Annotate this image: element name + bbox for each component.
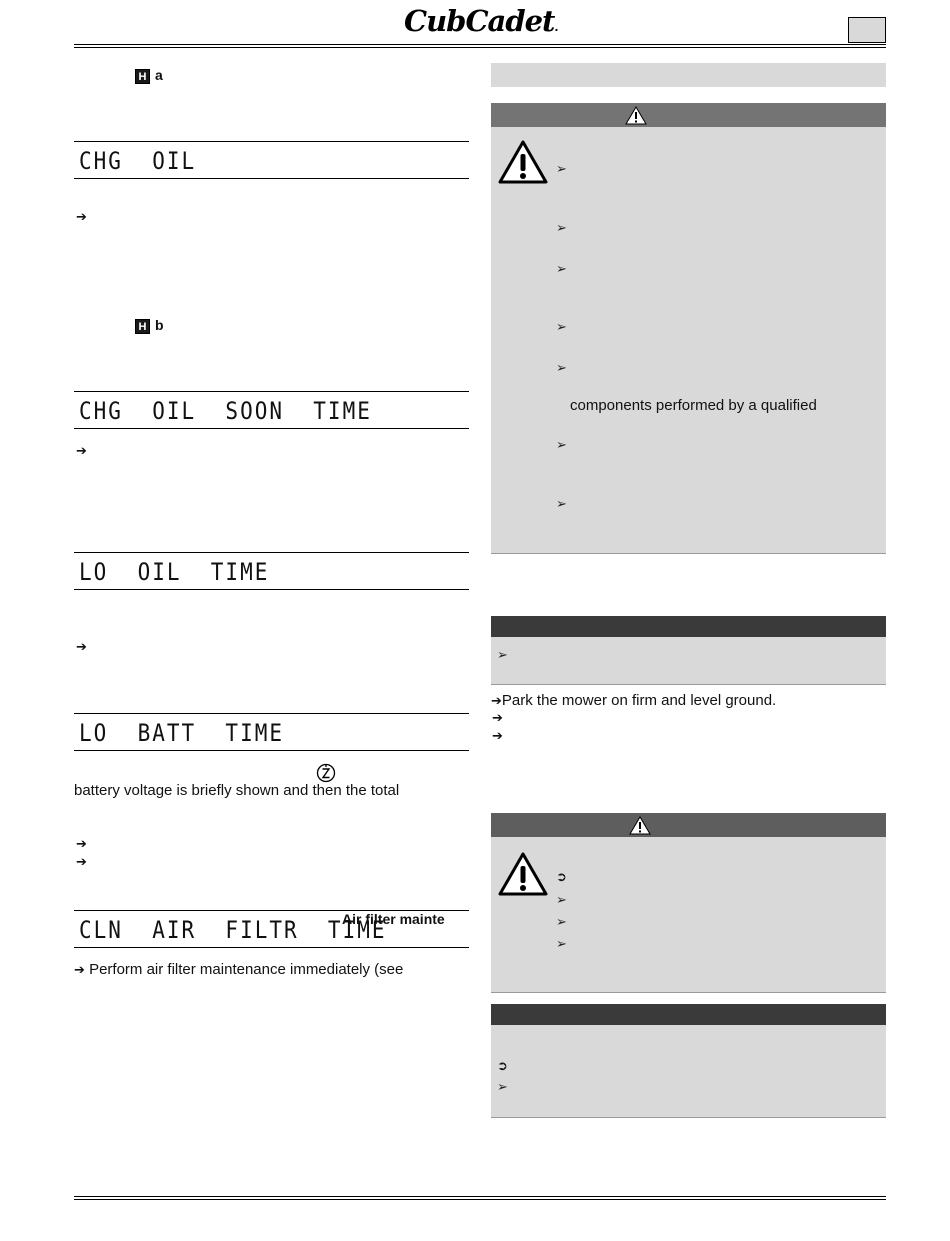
bullet-chevron: ➢ (556, 915, 567, 930)
step-arrow: ➔ (76, 210, 87, 225)
bullet-chevron: ➢ (497, 648, 508, 663)
warning-header-bar (491, 813, 886, 837)
bullet-chevron: ➢ (556, 221, 567, 236)
note-panel (491, 637, 886, 685)
lcd-message-chg-oil-soon (74, 391, 469, 429)
step-arrow: ➔ (491, 694, 502, 709)
warning-triangle-icon (625, 106, 647, 125)
warning-triangle-icon (497, 139, 549, 185)
figure-ref-label: b (155, 317, 164, 333)
figure-ref-b (135, 317, 164, 334)
figure-ref-label: a (155, 67, 163, 83)
step-arrow: ➔ (76, 837, 87, 852)
air-filter-heading: Air filter mainte (342, 911, 445, 927)
section-heading-bar (491, 63, 886, 87)
bullet-chevron: ➢ (556, 262, 567, 277)
note-header-bar (491, 616, 886, 637)
bullet-chevron: ➢ (556, 438, 567, 453)
lcd-text: CLN AIR FILTR TIME (79, 916, 387, 944)
step-arrow: ➔ (76, 444, 87, 459)
battery-voltage-text: battery voltage is briefly shown and then the total (74, 782, 400, 799)
ignition-key-icon (316, 763, 336, 783)
lcd-text: CHG OIL SOON TIME (79, 397, 372, 425)
footer-rule-bottom (74, 1199, 886, 1200)
cub-cadet-logo (404, 4, 580, 40)
note-header-bar (491, 1004, 886, 1025)
bullet-chevron: ➢ (497, 1080, 508, 1095)
lcd-text: LO BATT TIME (79, 719, 285, 747)
bullet-chevron: ➢ (556, 893, 567, 908)
step-arrow: ➔ (74, 963, 85, 978)
lcd-text: CHG OIL (79, 147, 197, 175)
lcd-message-chg-oil (74, 141, 469, 179)
warning-header-bar (491, 103, 886, 127)
bullet-chevron: ➢ (556, 937, 567, 952)
footer-rule-top (74, 1196, 886, 1197)
air-filter-step-text: Perform air filter maintenance immediately (see (89, 961, 404, 978)
header-rule-top (74, 44, 886, 45)
step-arrow: ➔ (76, 640, 87, 655)
qualified-text: components performed by a qualified (570, 397, 817, 414)
bullet-chevron: ➢ (556, 320, 567, 335)
air-filter-step (74, 961, 403, 978)
step-arrow: ➔ (492, 729, 503, 744)
lcd-message-lo-oil (74, 552, 469, 590)
warning-triangle-icon (629, 816, 651, 835)
bullet-chevron: ➢ (556, 361, 567, 376)
brand-mark: . (554, 18, 559, 34)
lcd-message-cln-air-filtr (74, 910, 469, 948)
note-panel (491, 1025, 886, 1118)
lcd-text: LO OIL TIME (79, 558, 270, 586)
header-rule-bottom (74, 47, 886, 48)
lcd-message-lo-batt (74, 713, 469, 751)
bullet-circle-arrow: ➲ (556, 870, 567, 885)
bullet-chevron: ➢ (556, 162, 567, 177)
brand-name: CubCadet (404, 4, 555, 38)
bullet-circle-arrow: ➲ (497, 1059, 508, 1074)
step-arrow: ➔ (492, 711, 503, 726)
warning-panel (491, 837, 886, 993)
warning-panel (491, 127, 886, 554)
park-step (491, 692, 776, 709)
figure-letter-box: H (135, 69, 150, 84)
figure-ref-a (135, 67, 163, 84)
step-arrow: ➔ (76, 855, 87, 870)
bullet-chevron: ➢ (556, 497, 567, 512)
warning-triangle-icon (497, 851, 549, 897)
figure-letter-box: H (135, 319, 150, 334)
page-number-box (848, 17, 886, 43)
park-step-text: Park the mower on firm and level ground. (501, 692, 777, 709)
